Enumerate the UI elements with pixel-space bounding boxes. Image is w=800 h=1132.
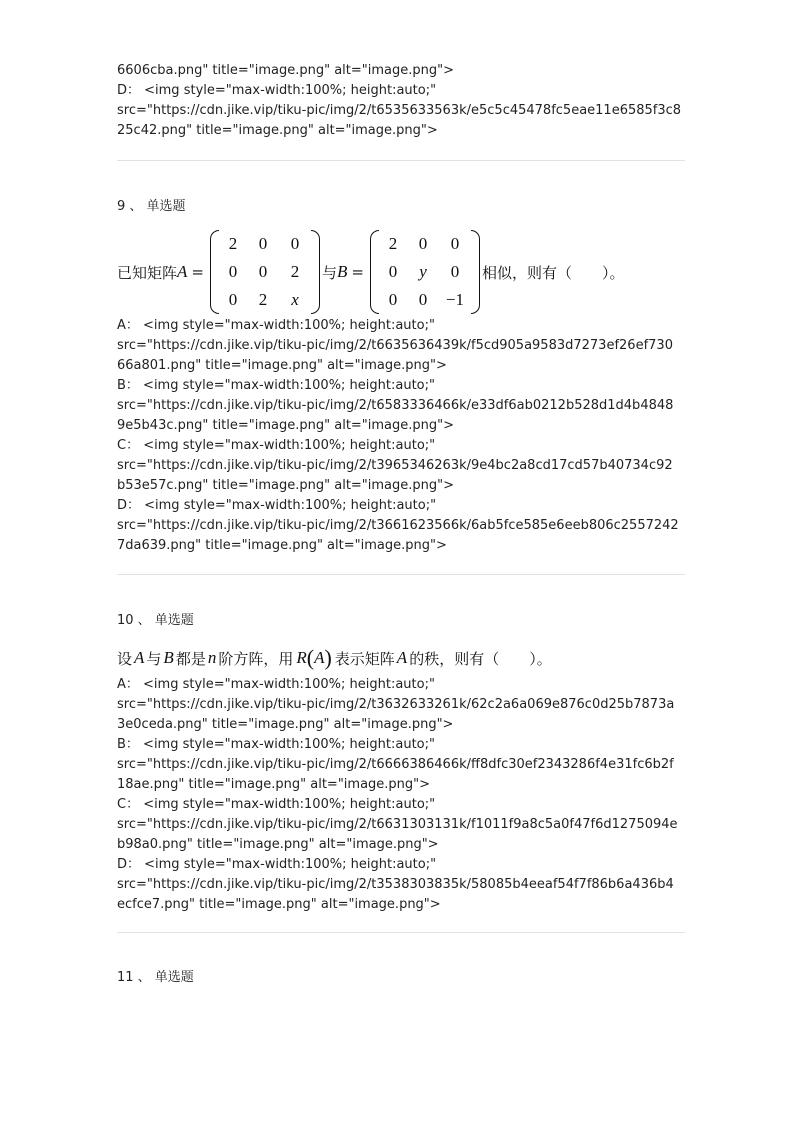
stem-text: 表示矩阵: [334, 649, 395, 668]
question-9-header: 9 、 单选题: [117, 199, 186, 214]
matrix-a-symbol: A: [396, 648, 408, 667]
matrix-cell: 2: [290, 262, 300, 281]
matrix-cell: x: [291, 290, 299, 309]
option-text-line: b53e57c.png" title="image.png" alt="image.png">: [117, 478, 455, 493]
matrix-cell: 0: [258, 234, 268, 253]
matrix-a-symbol: A: [134, 648, 145, 667]
matrix-cell: 0: [228, 262, 238, 281]
matrix-cell: 0: [290, 234, 300, 253]
equals-sign: =: [351, 263, 364, 281]
separator: [117, 574, 685, 575]
stem-text: 阶方阵，用: [218, 649, 294, 668]
stem-text: 都是: [175, 649, 206, 668]
matrix-b-symbol: B: [163, 648, 174, 667]
option-text-line: src="https://cdn.jike.vip/tiku-pic/img/2/t3632633261k/62c2a6a069e876c0d25b7873a: [117, 697, 675, 712]
rank-function-symbol: R: [296, 648, 307, 667]
stem-text: 的秩，则有（ ）。: [409, 649, 552, 668]
option-text-line: D： <img style="max-width:100%; height:auto;": [117, 498, 437, 513]
matrix-cell: 0: [418, 234, 428, 253]
matrix-cell: 0: [388, 290, 398, 309]
matrix-cell: 0: [450, 234, 460, 253]
matrix-a: [210, 230, 320, 314]
option-text-line: src="https://cdn.jike.vip/tiku-pic/img/2/t6583336466k/e33df6ab0212b528d1d4b4848: [117, 398, 674, 413]
matrix-a-symbol: A: [177, 262, 188, 281]
stem-text: 已知矩阵: [117, 263, 178, 282]
option-text-line: src="https://cdn.jike.vip/tiku-pic/img/2/t6635636439k/f5cd905a9583d7273ef26ef730: [117, 338, 673, 353]
option-text-line: 7da639.png" title="image.png" alt="image.png">: [117, 538, 447, 553]
option-text-line: D： <img style="max-width:100%; height:auto;": [117, 857, 437, 872]
right-paren: ): [324, 645, 332, 670]
option-text-line: src="https://cdn.jike.vip/tiku-pic/img/2/t3538303835k/58085b4eeaf54f7f86b6a436b4: [117, 877, 674, 892]
question-9-stem: [117, 230, 624, 314]
option-text-line: src="https://cdn.jike.vip/tiku-pic/img/2/t6631303131k/f1011f9a8c5a0f47f6d1275094e: [117, 817, 678, 832]
matrix-cell: 0: [258, 262, 268, 281]
matrix-cell: 2: [258, 290, 268, 309]
matrix-cell: 0: [388, 262, 398, 281]
stem-text: 相似，则有（ ）。: [481, 263, 625, 282]
stem-text: 与: [321, 263, 337, 282]
option-text-line: src="https://cdn.jike.vip/tiku-pic/img/2/t6535633563k/e5c5c45478fc5eae11e6585f3c8: [117, 103, 682, 118]
question-10-stem: [117, 644, 552, 672]
matrix-cell: −1: [445, 290, 465, 309]
option-text-line: 18ae.png" title="image.png" alt="image.png">: [117, 777, 431, 792]
option-text-line: b98a0.png" title="image.png" alt="image.png">: [117, 837, 439, 852]
option-text-line: src="https://cdn.jike.vip/tiku-pic/img/2/t3661623566k/6ab5fce585e6eeb806c2557242: [117, 518, 679, 533]
matrix-b-symbol: B: [337, 262, 348, 281]
separator: [117, 160, 685, 161]
option-text-line: src="https://cdn.jike.vip/tiku-pic/img/2/t3965346263k/9e4bc2a8cd17cd57b40734c92: [117, 458, 673, 473]
order-symbol: n: [207, 648, 217, 667]
matrix-cell: 0: [450, 262, 460, 281]
matrix-cell: 0: [228, 290, 238, 309]
right-paren: [311, 230, 320, 314]
option-text-line: 66a801.png" title="image.png" alt="image.png">: [117, 358, 447, 373]
matrix-cell: 0: [418, 290, 428, 309]
separator: [117, 932, 685, 933]
option-text-line: 3e0ceda.png" title="image.png" alt="image.png">: [117, 717, 454, 732]
question-11-header: 11 、 单选题: [117, 970, 194, 985]
left-paren: [370, 230, 379, 314]
matrix-b: [370, 230, 480, 314]
left-paren: [210, 230, 219, 314]
option-text-line: A： <img style="max-width:100%; height:auto;": [117, 677, 435, 692]
option-text-line: src="https://cdn.jike.vip/tiku-pic/img/2/t6666386466k/ff8dfc30ef2343286f4e31fc6b2f: [117, 757, 674, 772]
right-paren: [471, 230, 480, 314]
option-text-line: A： <img style="max-width:100%; height:auto;": [117, 318, 435, 333]
matrix-cell: 2: [388, 234, 398, 253]
option-text-line: C： <img style="max-width:100%; height:auto;": [117, 797, 436, 812]
option-text-line: B： <img style="max-width:100%; height:auto;": [117, 737, 435, 752]
option-text-line: D： <img style="max-width:100%; height:auto;": [117, 83, 437, 98]
option-text-line: C： <img style="max-width:100%; height:auto;": [117, 438, 436, 453]
rank-argument: A: [314, 648, 325, 667]
option-text-line: 9e5b43c.png" title="image.png" alt="image.png">: [117, 418, 455, 433]
option-text-line: 6606cba.png" title="image.png" alt="image.png">: [117, 63, 454, 78]
matrix-cell: y: [419, 262, 427, 281]
stem-text: 设: [117, 649, 133, 668]
option-text-line: ecfce7.png" title="image.png" alt="image.png">: [117, 897, 441, 912]
left-paren: (: [306, 645, 315, 670]
equals-sign: =: [191, 263, 204, 281]
option-text-line: 25c42.png" title="image.png" alt="image.png">: [117, 123, 438, 138]
option-text-line: B： <img style="max-width:100%; height:auto;": [117, 378, 435, 393]
matrix-cell: 2: [228, 234, 238, 253]
question-10-header: 10 、 单选题: [117, 613, 194, 628]
stem-text: 与: [146, 649, 162, 668]
